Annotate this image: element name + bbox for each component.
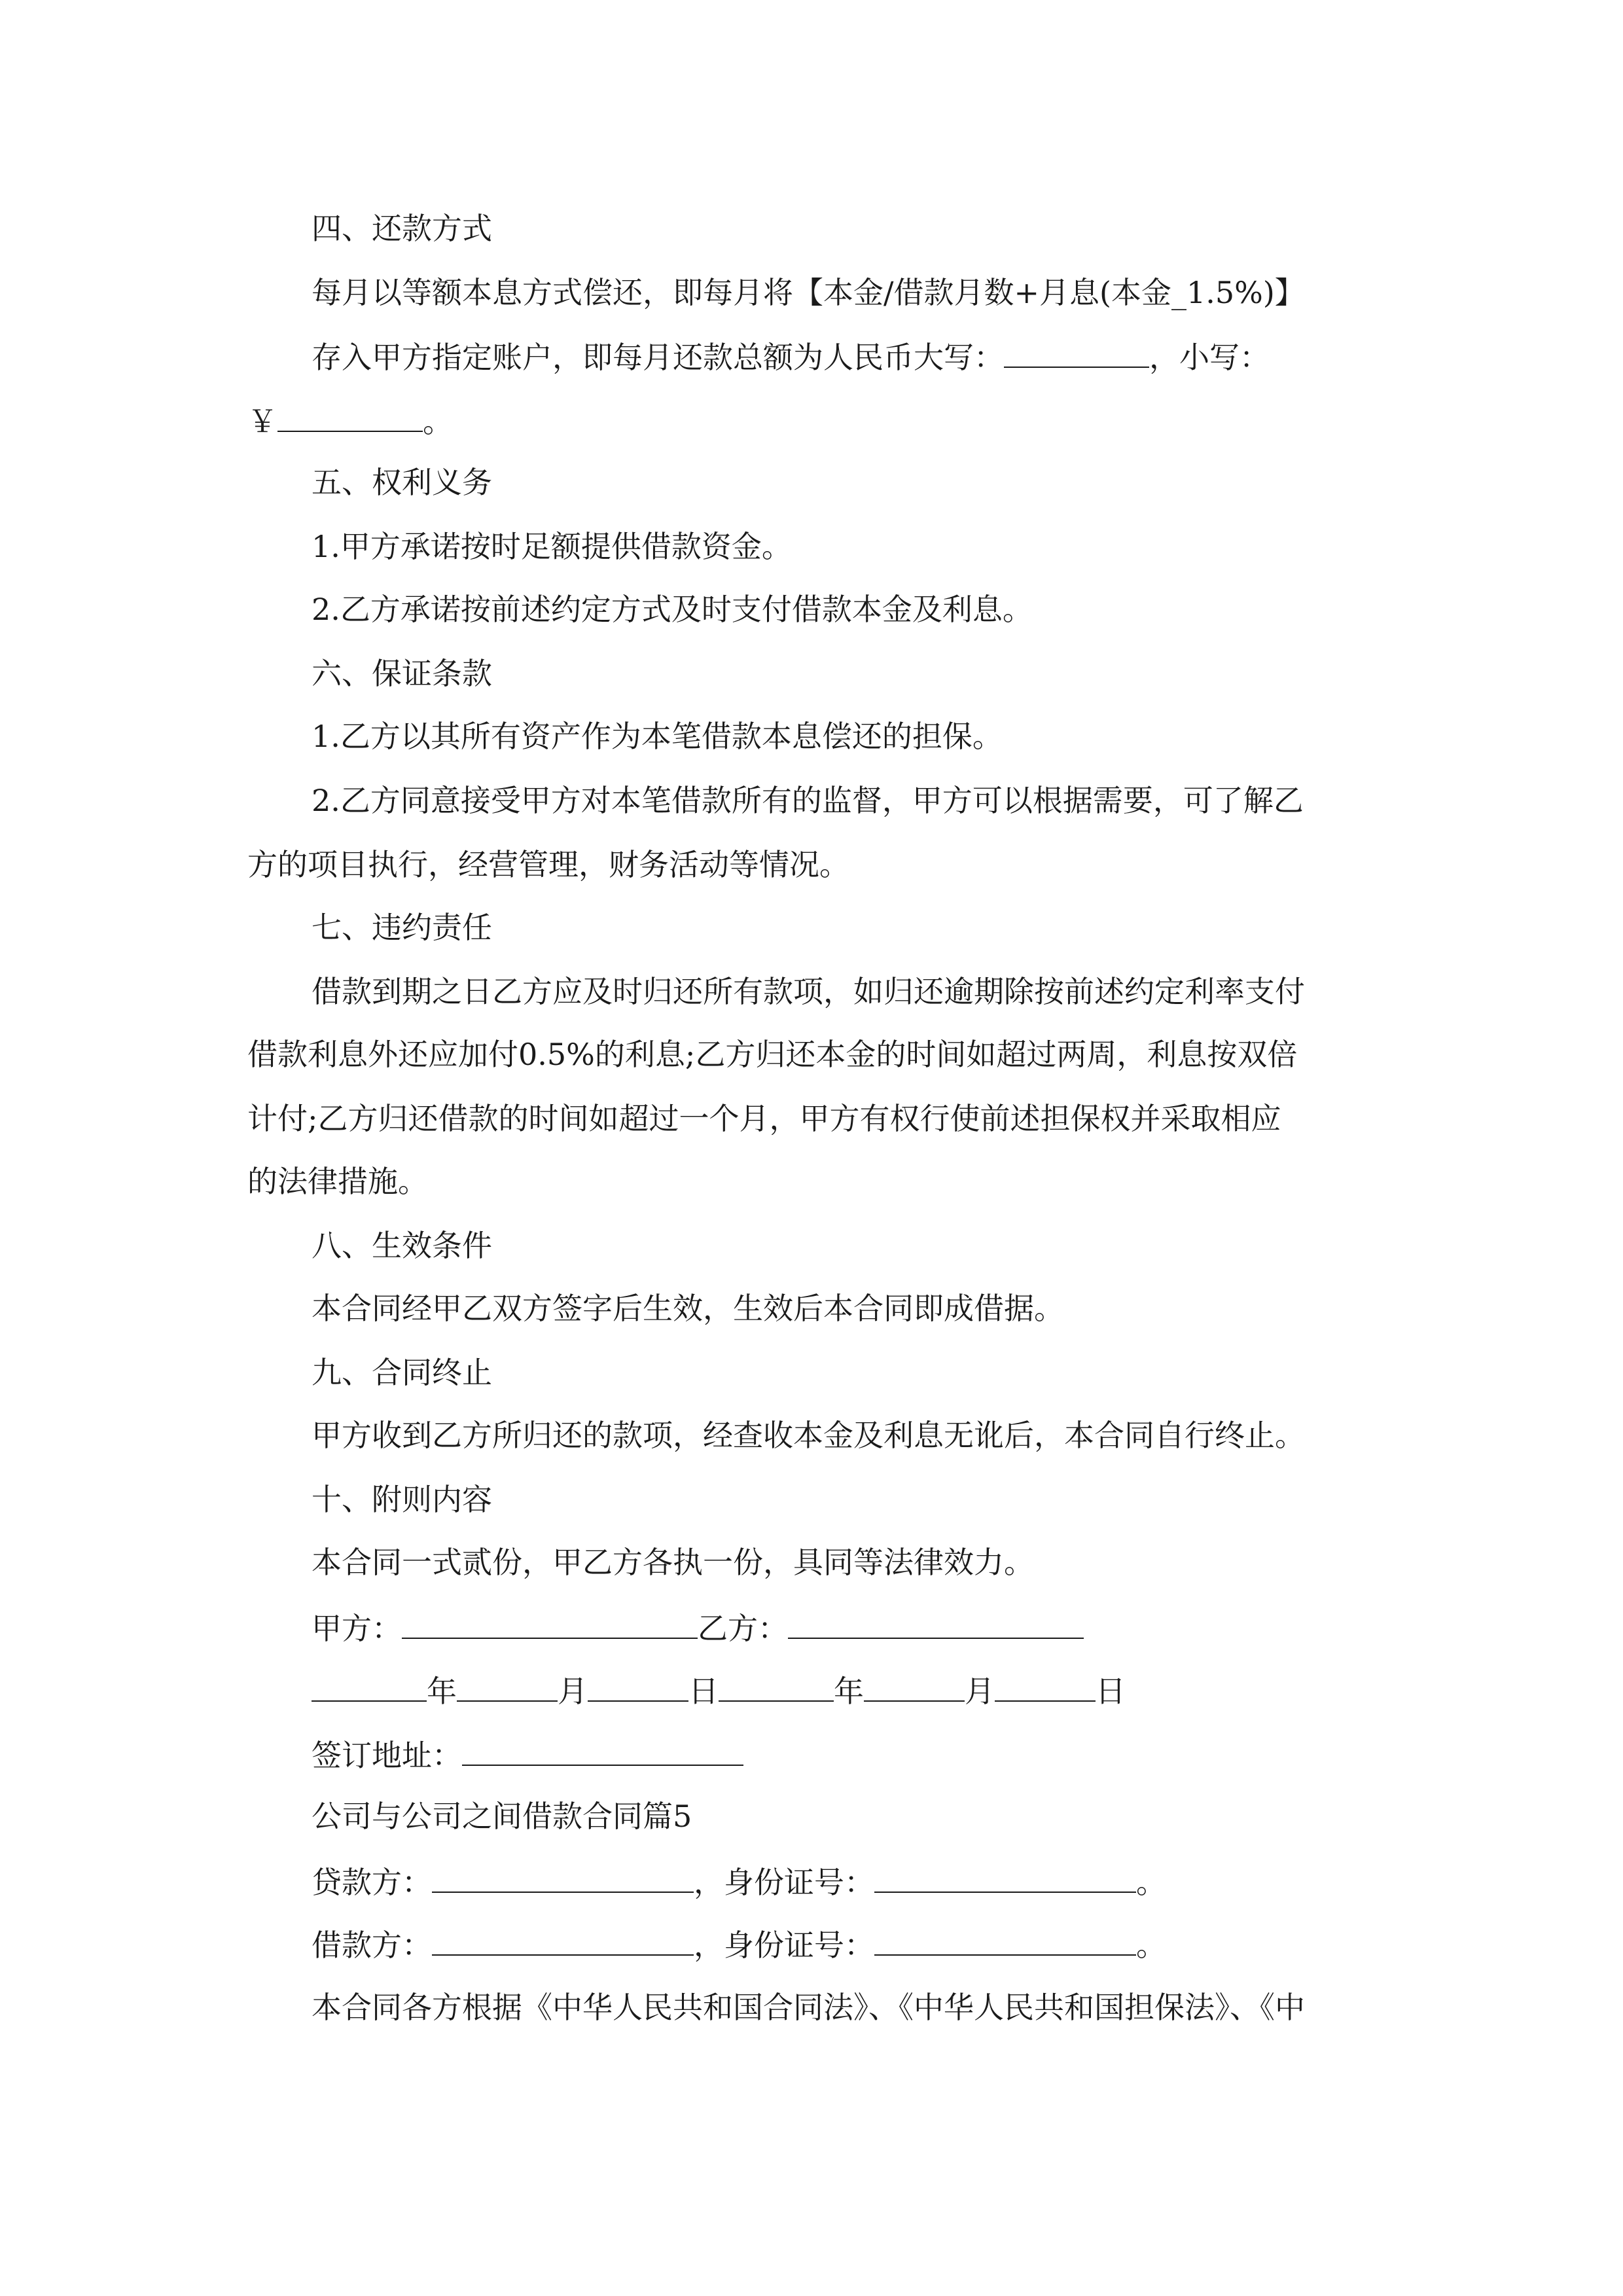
borrower-name-blank — [432, 1928, 694, 1956]
heading-repayment-method: 四、还款方式 — [312, 211, 492, 246]
paragraph-line: 存入甲方指定账户，即每月还款总额为人民币大写： ，小写： — [312, 340, 1270, 375]
year-blank — [719, 1674, 834, 1702]
paragraph-line: 的法律措施。 — [247, 1164, 428, 1199]
signature-parties-line: 甲方： 乙方： — [312, 1611, 1084, 1643]
heading-effective-conditions: 八、生效条件 — [312, 1228, 492, 1263]
heading-supplementary-provisions: 十、附则内容 — [312, 1482, 492, 1517]
paragraph-line: 方的项目执行，经营管理，财务活动等情况。 — [247, 847, 849, 882]
lender-name-blank — [432, 1865, 694, 1893]
amount-lowercase-blank — [277, 404, 423, 432]
day-blank — [588, 1674, 688, 1702]
heading-contract-termination: 九、合同终止 — [312, 1355, 492, 1390]
lender-line: 贷款方： ，身份证号： 。 — [312, 1865, 1166, 1900]
year-blank — [312, 1674, 427, 1702]
paragraph-line: 本合同一式贰份，甲乙方各执一份，具同等法律效力。 — [312, 1545, 1034, 1580]
signing-address-line: 签订地址： — [312, 1738, 743, 1770]
lender-id-blank — [874, 1865, 1136, 1893]
paragraph-line: 每月以等额本息方式偿还，即每月将【本金/借款月数+月息(本金_1.5%)】 — [312, 275, 1305, 310]
paragraph-line: ￥ 。 — [247, 404, 453, 439]
heading-rights-obligations: 五、权利义务 — [312, 465, 492, 500]
month-blank — [864, 1674, 965, 1702]
paragraph-line: 本合同各方根据《中华人民共和国合同法》、《中华人民共和国担保法》、《中 — [312, 1990, 1305, 2025]
paragraph-line: 1.甲方承诺按时足额提供借款资金。 — [312, 529, 792, 564]
day-blank — [995, 1674, 1096, 1702]
signing-address-blank — [462, 1738, 743, 1766]
party-b-signature-blank — [788, 1611, 1084, 1639]
paragraph-line: 甲方收到乙方所归还的款项，经查收本金及利息无讹后，本合同自行终止。 — [312, 1418, 1305, 1453]
paragraph-line: 本合同经甲乙双方签字后生效，生效后本合同即成借据。 — [312, 1291, 1064, 1326]
month-blank — [457, 1674, 558, 1702]
heading-guarantee-terms: 六、保证条款 — [312, 656, 492, 691]
paragraph-line: 2.乙方承诺按前述约定方式及时支付借款本金及利息。 — [312, 592, 1033, 627]
borrower-line: 借款方： ，身份证号： 。 — [312, 1928, 1166, 1963]
paragraph-line: 借款利息外还应加付0.5%的利息;乙方归还本金的时间如超过两周，利息按双倍 — [247, 1037, 1298, 1072]
amount-uppercase-blank — [1004, 340, 1149, 368]
paragraph-line: 借款到期之日乙方应及时归还所有款项，如归还逾期除按前述约定利率支付 — [312, 974, 1305, 1009]
paragraph-line: 2.乙方同意接受甲方对本笔借款所有的监督，甲方可以根据需要，可了解乙 — [312, 783, 1304, 818]
signature-date-line: 年 月 日 年 月 日 — [312, 1674, 1126, 1706]
heading-breach-liability: 七、违约责任 — [312, 910, 492, 945]
paragraph-line: 1.乙方以其所有资产作为本笔借款本息偿还的担保。 — [312, 719, 1003, 754]
section-title: 公司与公司之间借款合同篇5 — [312, 1799, 692, 1834]
borrower-id-blank — [874, 1928, 1136, 1956]
party-a-signature-blank — [402, 1611, 698, 1639]
paragraph-line: 计付;乙方归还借款的时间如超过一个月，甲方有权行使前述担保权并采取相应 — [247, 1101, 1281, 1136]
